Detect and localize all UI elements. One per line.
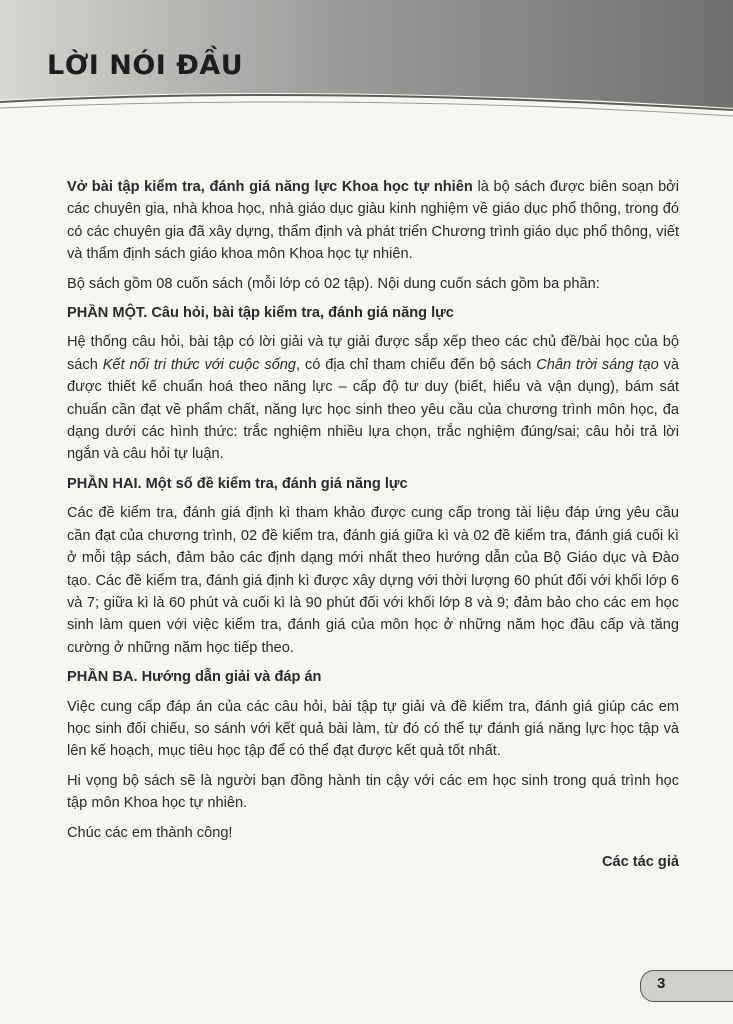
intro-paragraph bbox=[67, 176, 679, 266]
part-one-text-a: Hệ thống câu hỏi, bài tập có lời giải và tự giải được sắp xếp theo các chủ đề/bài học của bộ sách bbox=[67, 334, 679, 373]
part-one-paragraph bbox=[67, 331, 679, 465]
authors-signature: Các tác giả bbox=[601, 853, 679, 870]
book-title-bold: Vở bài tập kiểm tra, đánh giá năng lực Khoa học tự nhiên bbox=[67, 179, 473, 195]
book-series-ref-2: Chân trời sáng tạo bbox=[536, 356, 659, 373]
part-one-text-b: , có địa chỉ tham chiếu đến bộ sách bbox=[296, 356, 537, 373]
preface-body bbox=[67, 176, 679, 880]
section-heading-part-one: PHẦN MỘT. Câu hỏi, bài tập kiểm tra, đánh giá năng lực bbox=[67, 305, 454, 322]
wish-paragraph: Chúc các em thành công! bbox=[67, 824, 233, 841]
intro-text: là bộ sách được biên soạn bởi các chuyên gia, nhà khoa học, nhà giáo dục giàu kinh nghiệm về giáo dục phổ thông, trong đó có các chuyên gia đã xây dựng, thẩm định và phát triển Chương trình giáo dục phổ thông, viết và thẩm định sách giáo khoa môn Khoa học tự nhiên. bbox=[67, 179, 679, 263]
section-heading-part-two: PHẦN HAI. Một số đề kiểm tra, đánh giá năng lực bbox=[67, 475, 408, 492]
page-title: LỜI NÓI ĐẦU bbox=[47, 50, 244, 81]
part-two-paragraph: Các đề kiểm tra, đánh giá định kì tham khảo được cung cấp trong tài liệu đáp ứng yêu cầu cần đạt của chương trình, 02 đề kiểm tra, đánh giá giữa kì và 02 đề kiểm tra, đánh giá cuối kì ở mỗi tập sách, đảm bảo các định dạng mới nhất theo hướng dẫn của Bộ Giáo dục và Đào tạo. Các đề kiểm tra, đánh giá định kì được xây dựng với thời lượng 60 phút đối với khối lớp 6 và 7; giữa kì là 60 phút và cuối kì là 90 phút đối với khối lớp 8 và 9; đảm bảo cho các em học sinh làm quen với việc kiểm tra, đánh giá của môn học ở những năm học đầu cấp và tăng cường ở những năm học tiếp theo. bbox=[67, 505, 679, 656]
section-heading-part-three: PHẦN BA. Hướng dẫn giải và đáp án bbox=[67, 669, 322, 686]
book-series-ref-1: Kết nối tri thức với cuộc sống bbox=[102, 356, 297, 373]
part-one-text-c: và được thiết kế chuẩn hoá theo năng lực – cấp độ tư duy (biết, hiểu và vận dụng), bám sát chuẩn cần đạt về phẩm chất, năng lực học sinh theo yêu cầu của chương trình môn học, đa dạng dưới các hình thức: trắc nghiệm nhiều lựa chọn, trắc nghiệm đúng/sai; câu hỏi trả lời ngắn và câu hỏi tự luận. bbox=[67, 356, 679, 463]
structure-paragraph: Bộ sách gồm 08 cuốn sách (mỗi lớp có 02 tập). Nội dung cuốn sách gồm ba phần: bbox=[67, 275, 600, 292]
page-number-tab bbox=[640, 970, 733, 1002]
page-number: 3 bbox=[657, 975, 666, 992]
part-three-paragraph: Việc cung cấp đáp án của các câu hỏi, bài tập tự giải và đề kiểm tra, đánh giá giúp các em học sinh đối chiếu, so sánh với kết quả bài làm, từ đó có thể tự đánh giá năng lực học tập và lên kế hoạch, mục tiêu học tập để có thể đạt được kết quả tốt nhất. bbox=[67, 698, 679, 760]
hope-paragraph: Hi vọng bộ sách sẽ là người bạn đồng hành tin cậy với các em học sinh trong quá trình học tập môn Khoa học tự nhiên. bbox=[67, 772, 679, 812]
